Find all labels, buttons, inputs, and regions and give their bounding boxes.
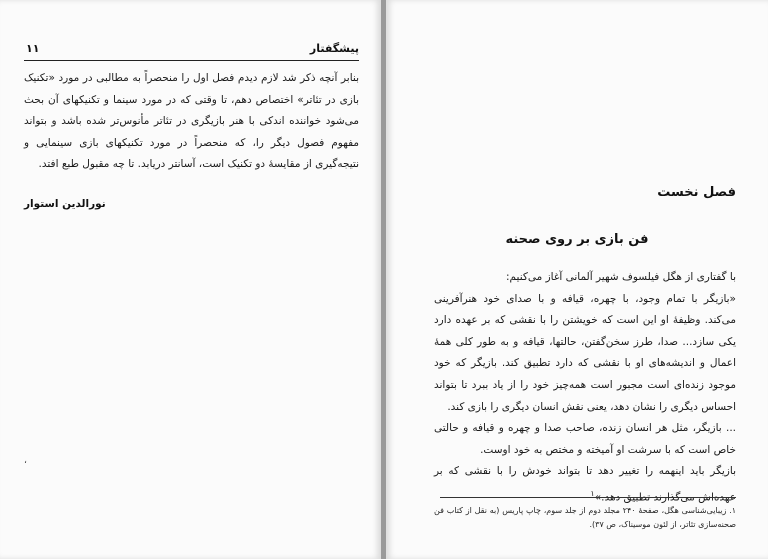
chapter-label: فصل نخست [657, 185, 736, 200]
preface-paragraph [24, 68, 359, 176]
quote-text-3: بازیگر باید اینهمه را تغییر دهد تا بتواند خودش را با نقشی که بر عهده‌اش می‌گذارند تطبیق دهد.» [434, 465, 736, 504]
running-head: پیشگفتار [309, 42, 359, 55]
author-signature: نورالدین استوار [24, 198, 106, 210]
chapter-body [434, 267, 736, 509]
page-mark: ، [24, 456, 27, 466]
right-page [386, 0, 768, 559]
quote-paragraph-3 [434, 461, 736, 509]
footnote-rule [440, 497, 736, 498]
page-number: ۱۱ [26, 42, 40, 55]
footnote-reference: ۱ [590, 488, 595, 498]
quote-paragraph-1: «بازیگر با تمام وجود، با چهره، قیافه و با صدای خود هنرآفرینی می‌کند. وظیفهٔ او این است که خویشتن را با نقشی که بر عهده دارد یکی سازد... صدا، طرز سخن‌گفتن، حالتها، قیافه و به طور کلی همهٔ اعمال و اندیشه‌های او با نقشی که دارد تطبیق کند. بازیگر که خود موجود زنده‌ای است مجبور است همه‌چیز خود را از یاد ببرد تا بتواند احساس دیگری را نشان دهد، یعنی نقش انسان دیگری را بازی کند. [434, 292, 736, 413]
intro-text: با گفتاری از هگل فیلسوف شهیر آلمانی آغاز می‌کنیم: [506, 271, 736, 283]
preface-text: بنابر آنچه ذکر شد لازم دیدم فصل اول را منحصراً به مطالبی در مورد «تکنیک بازی در تئاتر» اختصاص دهم، تا وقتی که در مورد سینما و تکنیکهای آن بحث می‌شود خواننده اندکی با هنر بازیگری در تئاتر مأنوس‌تر شده باشد و بتواند مفهوم فصول دیگر را، که منحصراً در مورد تکنیکهای بازی سینمایی و نتیجه‌گیری از مقایسهٔ دو تکنیک است، آسانتر دریابد. تا چه مقبول طبع افتد. [24, 72, 359, 171]
footnote: ۱. زیبایی‌شناسی هگل، صفحهٔ ۲۴۰ مجلد دوم از جلد سوم، چاپ پاریس (به نقل از کتاب فن صحنه‌سازی تئاتر، از لئون موسیناک، ص ۳۷). [434, 506, 737, 529]
header-rule [24, 60, 359, 61]
chapter-title: فن بازی بر روی صحنه [505, 232, 649, 247]
left-page [0, 0, 381, 559]
quote-paragraph-2: ... بازیگر، مثل هر انسان زنده، صاحب صدا و چهره و قیافه و حالتی خاص است که با سرشت او آمیخته و مختص به خود اوست. [434, 422, 736, 456]
